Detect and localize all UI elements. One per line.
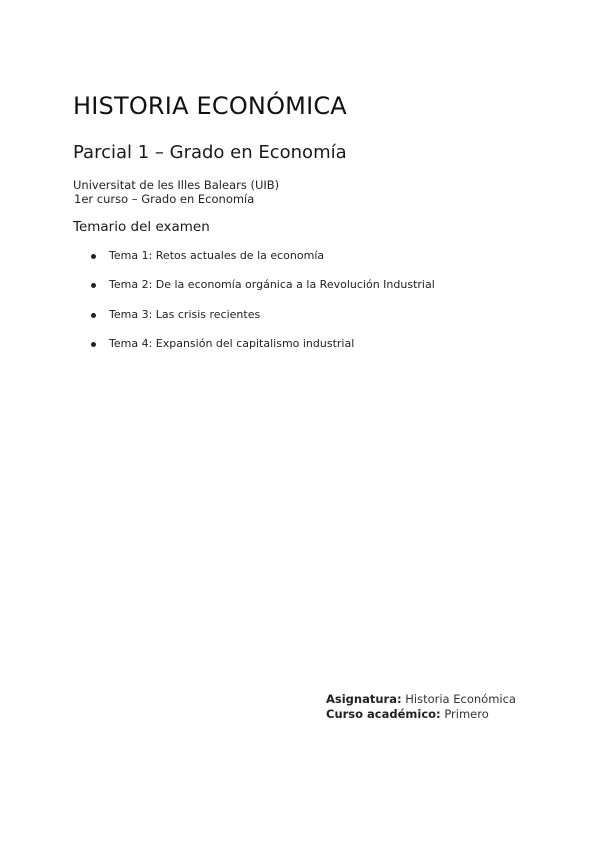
bullet-icon	[91, 283, 96, 288]
document-subtitle: Parcial 1 – Grado en Economía	[73, 142, 347, 163]
document-footer	[326, 692, 516, 722]
topic-label: Tema 4: Expansión del capitalismo industrial	[109, 336, 355, 350]
course-line: 1er curso – Grado en Economía	[74, 192, 255, 206]
topic-label: Tema 3: Las crisis recientes	[109, 307, 261, 321]
year-value: Primero	[444, 707, 489, 721]
year-line	[326, 707, 516, 722]
subject-value: Historia Económica	[405, 692, 516, 706]
subject-label: Asignatura:	[326, 692, 402, 706]
topic-list	[91, 247, 435, 364]
document-meta	[73, 178, 279, 206]
year-label: Curso académico:	[326, 707, 441, 721]
subject-line	[326, 692, 516, 707]
topic-label: Tema 1: Retos actuales de la economía	[109, 249, 325, 262]
list-item	[91, 306, 435, 335]
document-title: HISTORIA ECONÓMICA	[73, 92, 347, 120]
list-item	[91, 276, 435, 305]
list-item	[91, 247, 435, 276]
bullet-icon	[91, 342, 96, 347]
topic-label: Tema 2: De la economía orgánica a la Revolución Industrial	[109, 278, 435, 292]
list-item	[91, 335, 435, 364]
bullet-icon	[91, 254, 96, 259]
bullet-icon	[91, 313, 96, 318]
institution-line: Universitat de les Illes Balears (UIB)	[73, 178, 280, 192]
syllabus-heading: Temario del examen	[73, 219, 210, 235]
